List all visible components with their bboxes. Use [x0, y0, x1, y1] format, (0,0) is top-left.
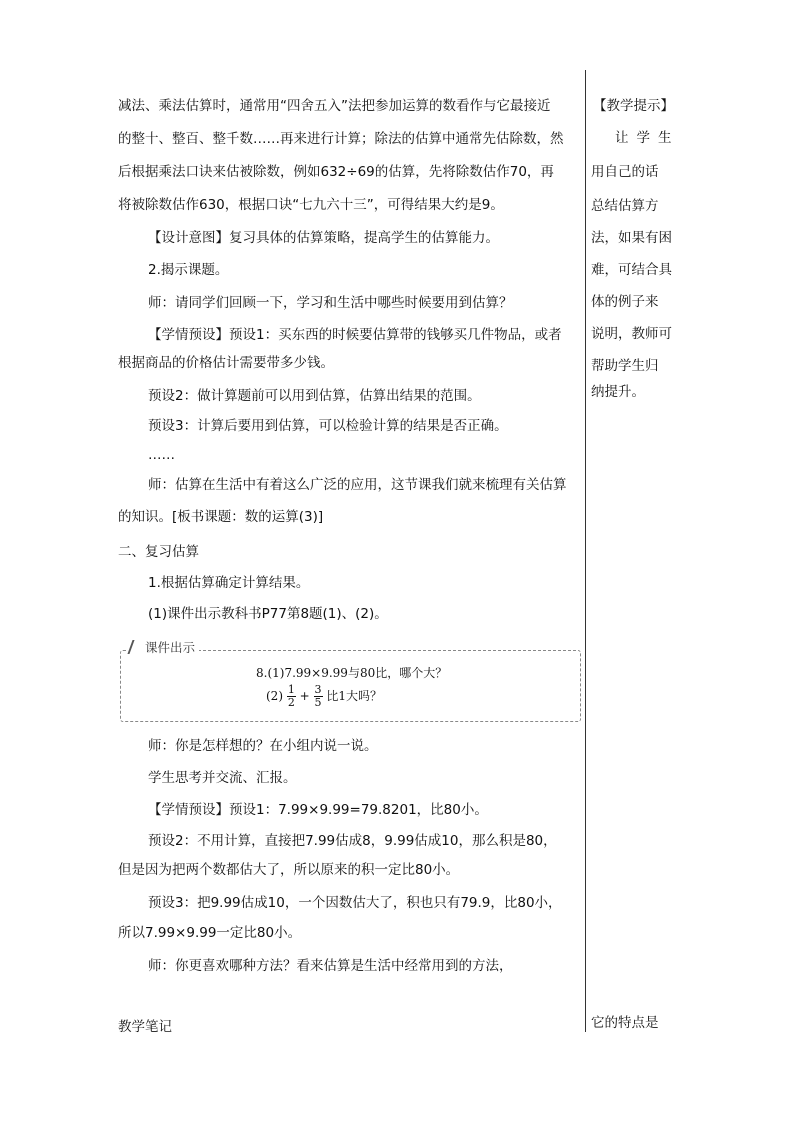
text-line: 减法、乘法估算时，通常用“四舍五入”法把参加运算的数看作与它最接近	[118, 98, 551, 114]
fraction-one-half: $\frac{1}{2}$	[287, 683, 295, 709]
tip-line: 用自己的话	[591, 164, 659, 180]
text-line: 但是因为把两个数都估大了，所以原来的积一定比80小。	[118, 862, 460, 878]
pen-mark-icon	[127, 640, 144, 654]
tip-line: 难，可结合具	[591, 262, 672, 278]
text-line: 将被除数估作630，根据口诀“七九六十三”，可得结果大约是9。	[118, 197, 504, 213]
courseware-tag: 课件出示	[126, 638, 199, 656]
text-line: 预设3：把9.99估成10，一个因数估大了，积也只有79.9，比80小，	[148, 895, 562, 911]
text-line: 所以7.99×9.99一定比80小。	[118, 925, 302, 941]
text-line: 【学情预设】预设1：买东西的时候要估算带的钱够买几件物品，或者	[148, 327, 562, 343]
text-line: 的整十、整百、整千数……再来进行计算；除法的估算中通常先估除数，然	[118, 131, 564, 147]
teaching-notes-label: 教学笔记	[118, 1019, 172, 1035]
tip-line: 法，如果有困	[591, 230, 672, 246]
section-heading: 二、复习估算	[118, 544, 199, 560]
tip-line: 纳提升。	[591, 384, 645, 400]
text-line: 师：请同学们回顾一下，学习和生活中哪些时候要用到估算？	[148, 295, 513, 311]
text-line: 1.根据估算确定计算结果。	[148, 575, 310, 591]
tip-line: 总结估算方	[591, 198, 659, 214]
text-line: ……	[148, 447, 175, 463]
text-line: 学生思考并交流、汇报。	[148, 770, 297, 786]
tip-line: 帮助学生归	[591, 358, 659, 374]
side-bottom-text: 它的特点是	[591, 1015, 659, 1031]
text-line: 后根据乘法口诀来估被除数，例如632÷69的估算，先将除数估作70，再	[118, 164, 554, 180]
text-line: 预设2：做计算题前可以用到估算，估算出结果的范围。	[148, 388, 481, 404]
text-line: 预设3：计算后要用到估算，可以检验计算的结果是否正确。	[148, 418, 508, 434]
text-line: 的知识。[板书课题：数的运算(3)]	[118, 509, 324, 525]
text-line: 【学情预设】预设1：7.99×9.99=79.8201，比80小。	[148, 802, 488, 818]
tip-heading: 【教学提示】	[593, 98, 674, 114]
exercise-q1: 8.(1)7.99×9.99与80比，哪个大？	[256, 666, 448, 680]
tip-line: 让学生	[615, 130, 680, 146]
text-line: 师：你是怎样想的？在小组内说一说。	[148, 738, 378, 754]
fraction-three-fifths: $\frac{3}{5}$	[314, 683, 322, 709]
text-line: 师：你更喜欢哪种方法？看来估算是生活中经常用到的方法，	[148, 958, 513, 974]
text-line: 2.揭示课题。	[148, 262, 229, 278]
text-line: 预设2：不用计算，直接把7.99估成8，9.99估成10，那么积是80，	[148, 833, 557, 849]
tip-line: 说明，教师可	[591, 326, 672, 342]
tip-line: 体的例子来	[591, 294, 659, 310]
text-line: (1)课件出示教科书P77第8题(1)、(2)。	[148, 606, 388, 622]
text-line: 根据商品的价格估计需要带多少钱。	[118, 355, 334, 371]
text-line: 师：估算在生活中有着这么广泛的应用，这节课我们就来梳理有关估算	[148, 477, 567, 493]
design-intent: 【设计意图】复习具体的估算策略，提高学生的估算能力。	[148, 230, 499, 246]
exercise-q2: (2) $\frac{1}{2}$ + $\frac{3}{5}$ 比1大吗？	[266, 683, 383, 709]
column-divider	[585, 70, 586, 1032]
